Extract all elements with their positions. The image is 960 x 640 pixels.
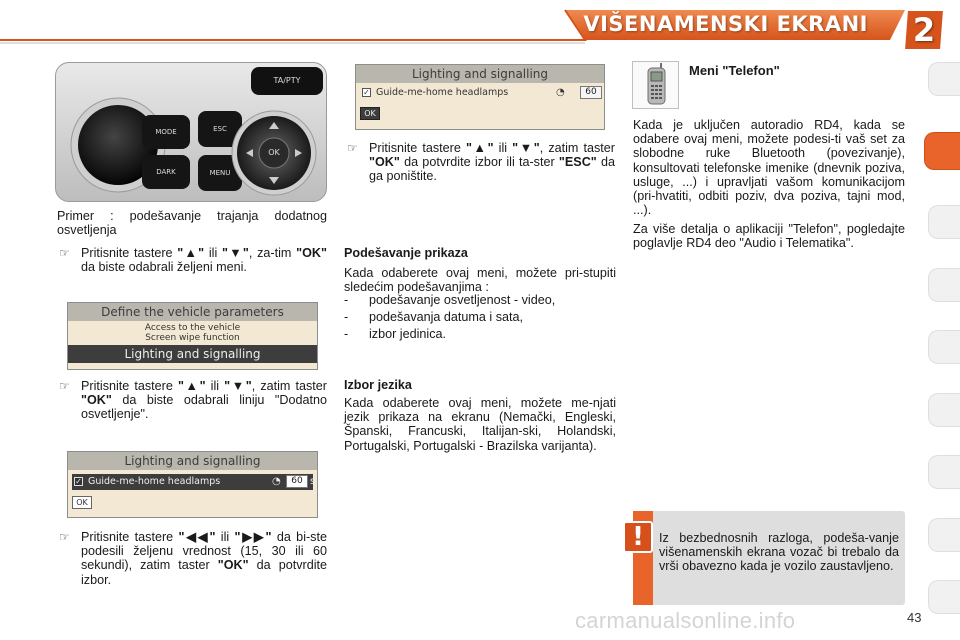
chapter-tab[interactable] [928,393,960,427]
setting-row-selected [72,474,313,490]
clock-icon: ◔ [556,87,565,98]
display-settings-item: izbor jedinica. [369,327,447,341]
duration-unit: s [310,476,315,487]
screen-lighting-selected [67,451,318,518]
chapter-tab[interactable] [928,62,960,96]
safety-warning-text: Iz bezbednosnih razloga, podeša-vanje višenamenskih ekrana vozač bi trebalo da vrši obavezno kada je vozilo zaustavljeno. [659,531,899,574]
control-panel-photo [55,62,327,202]
list-dash: - [344,310,349,324]
photo-caption: Primer : podešavanje trajanja dodatnog osvetljenja [57,209,327,238]
screen-title: Define the vehicle parameters [68,303,317,321]
setting-label: Guide-me-home headlamps [376,87,509,98]
chapter-tab[interactable] [928,268,960,302]
ta-pty-button: TA/PTY [273,76,301,85]
display-settings-item: podešavanja datuma i sata, [369,310,524,324]
checkbox-icon: ✓ [75,477,82,486]
phone-menu-reference: Za više detalja o aplikaciji "Telefon", pogledajte poglavlje RD4 deo "Audio i Telematika". [633,222,905,251]
display-settings-heading: Podešavanje prikaza [344,246,468,260]
menu-line: Screen wipe function [145,333,240,343]
phone-icon-box [632,61,679,109]
setting-label: Guide-me-home headlamps [88,476,221,487]
duration-value: 60 [286,475,308,488]
pointing-hand-icon: ☞ [59,246,70,260]
screen-title: Lighting and signalling [68,452,317,470]
display-settings-intro: Kada odaberete ovaj meni, možete pri-stupiti sledećim podešavanjima : [344,266,616,295]
instruction-confirm: Pritisnite tastere "▲" ili "▼", zatim taster "OK" da potvrdite izbor ili ta-ster "ESC" da ga poništite. [369,141,616,184]
instruction-step-2: Pritisnite tastere "▲" ili "▼", zatim taster "OK" da biste odabrali liniju "Dodatno osvetljenje". [81,379,327,422]
pointing-hand-icon: ☞ [59,530,70,544]
chapter-tab[interactable] [928,330,960,364]
display-settings-item: podešavanje osvetljenost - video, [369,293,556,307]
checkbox-icon: ✓ [363,88,370,97]
instruction-step-1: Pritisnite tastere "▲" ili "▼", za-tim "OK" da biste odabrali željeni meni. [81,246,327,275]
menu-line-selected: Lighting and signalling [68,345,317,363]
clock-icon: ◔ [272,476,281,487]
pointing-hand-icon: ☞ [347,141,358,155]
chapter-tab-active[interactable] [924,132,960,170]
chapter-number: 2 [912,11,936,49]
instruction-step-3: Pritisnite tastere "◀◀" ili "▶▶" da bi-ste podesili željenu vrednost (15, 30 ili 60 sekundi), zatim taster "OK" da potvrdite izbor. [81,530,327,587]
ok-box-selected: OK [360,107,380,120]
screen-vehicle-parameters [67,302,318,370]
watermark: carmanualsonline.info [575,608,796,633]
phone-menu-paragraph: Kada je uključen autoradio RD4, kada se odabere ovaj meni, možete podesi-ti vaš set za slobodne ruke Bluetooth (povezivanje), konsultovati telefonske imenike (dnevnik poziva, usluge, ...) i upravljati vašom komunikacijom (pri-hvatiti, odbiti poziv, dva poziva, tajni mod, ...). [633,118,905,218]
chapter-tab[interactable] [928,205,960,239]
page-number: 43 [907,610,922,625]
exclamation-icon: ! [623,521,653,553]
page-title: VIŠENAMENSKI EKRANI [583,12,868,36]
esc-button: ESC [213,125,227,133]
duration-value: 60 [580,86,602,99]
ok-button: OK [268,148,280,157]
mobile-phone-icon [633,62,680,110]
chapter-tab[interactable] [928,580,960,614]
menu-line: Access to the vehicle [144,323,241,333]
chapter-tabs [924,62,960,622]
pointing-hand-icon: ☞ [59,379,70,393]
menu-button: MENU [209,169,231,177]
mode-button: MODE [155,128,177,136]
screen-title: Lighting and signalling [356,65,604,83]
chapter-tab[interactable] [928,455,960,489]
list-dash: - [344,293,349,307]
setting-row [360,85,600,101]
phone-menu-heading: Meni "Telefon" [689,63,780,78]
ok-box: OK [72,496,92,509]
list-dash: - [344,327,349,341]
chapter-tab[interactable] [928,518,960,552]
language-heading: Izbor jezika [344,378,412,392]
screen-lighting-value [355,64,605,130]
dark-button: DARK [156,168,176,176]
language-body: Kada odaberete ovaj meni, možete me-njati jezik prikaza na ekranu (Nemački, Engleski, Španski, Francuski, Italijan-ski, Holandski, Portugalski, Portugalski - Brazilska varijanta). [344,396,616,453]
